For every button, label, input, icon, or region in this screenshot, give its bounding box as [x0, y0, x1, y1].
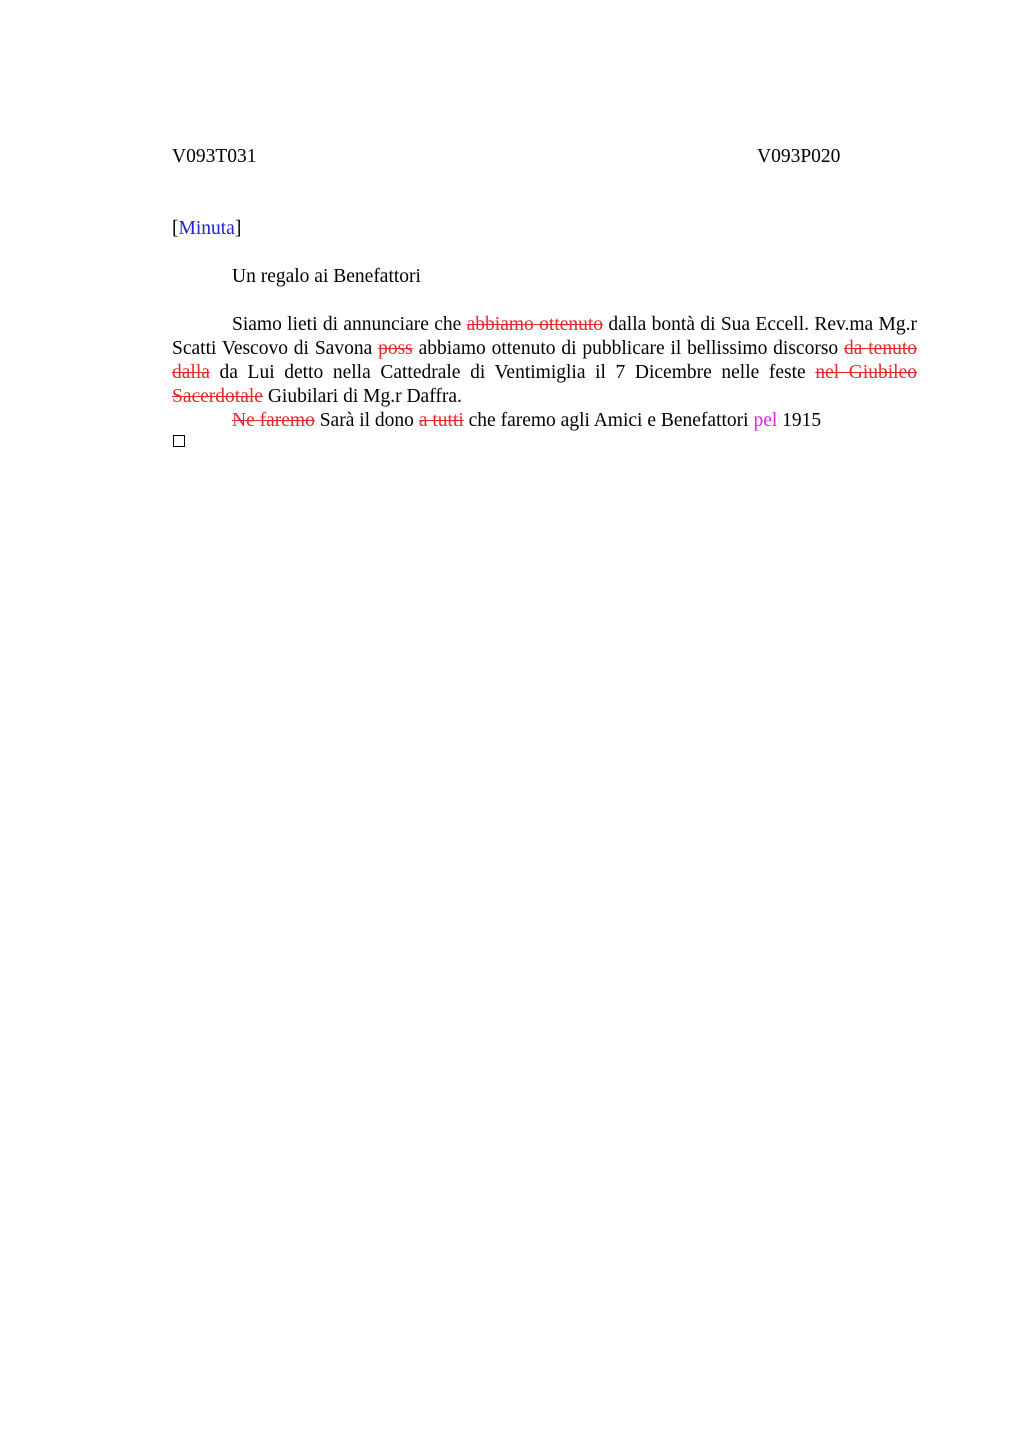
checkbox-square-icon: [173, 435, 185, 447]
deleted-text: nel Giubileo Sacerdotale: [172, 362, 917, 407]
deleted-text: abbiamo ottenuto: [466, 314, 604, 335]
document-body: [172, 313, 917, 433]
text-segment: abbiamo ottenuto di pubblicare il bellissimo discorso: [412, 338, 845, 359]
minuta-note: [172, 218, 241, 240]
deleted-text: a tutti: [418, 410, 464, 431]
minuta-open-bracket: [: [172, 218, 179, 239]
deleted-text: poss: [378, 338, 413, 359]
text-segment: 1915: [777, 410, 822, 431]
document-code-left: V093T031: [172, 146, 257, 167]
paragraph-announcement: [172, 313, 917, 409]
text-segment: che faremo agli Amici e Benefattori: [463, 410, 754, 431]
minuta-close-bracket: ]: [234, 218, 242, 239]
text-segment: dalla bontà di Sua Eccell. Rev.ma Mg.r Scatti Vescovo di Savona: [172, 314, 918, 359]
document-code-right: V093P020: [757, 146, 841, 167]
text-segment: Giubilari di Mg.r Daffra.: [262, 386, 462, 407]
paragraph-gift: [172, 409, 917, 433]
inserted-text: pel: [753, 410, 778, 431]
deleted-text: Ne faremo: [232, 410, 315, 431]
text-segment: Siamo lieti di annunciare che: [232, 314, 467, 335]
minuta-label: Minuta: [178, 218, 235, 239]
document-title: Un regalo ai Benefattori: [232, 266, 421, 287]
text-segment: Sarà il dono: [314, 410, 419, 431]
text-segment: da Lui detto nella Cattedrale di Ventimiglia il 7 Dicembre nelle feste: [209, 362, 816, 383]
deleted-text: da tenuto dalla: [172, 338, 918, 383]
